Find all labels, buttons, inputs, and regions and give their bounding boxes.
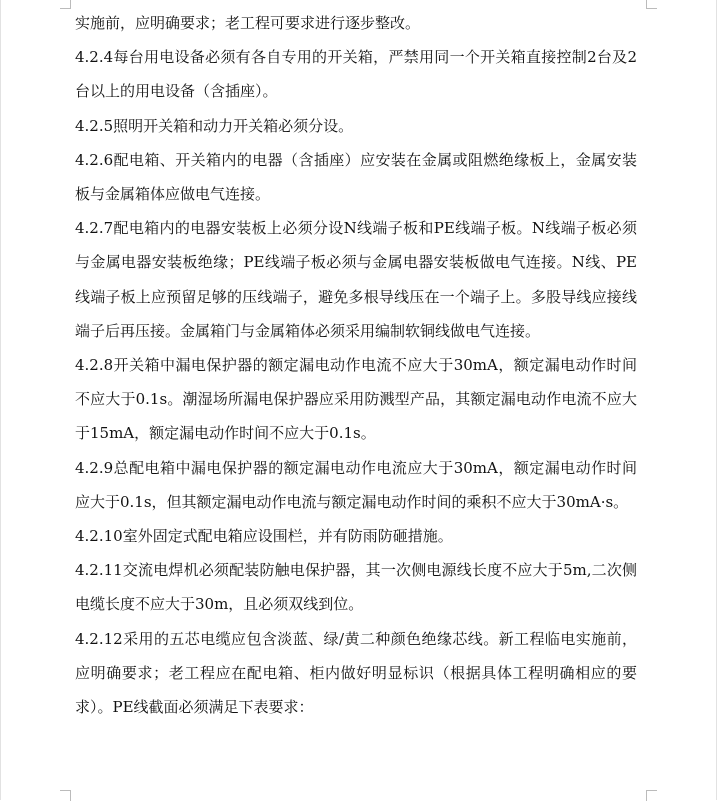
clause-4-2-12: 4.2.12采用的五芯电缆应包含淡蓝、绿/黄二种颜色绝缘芯线。新工程临电实施前，应明确要求；老工程应在配电箱、柜内做好明显标识（根据具体工程明确相应的要求）。PE线截面必须满足下表要求： xyxy=(75,629,637,717)
margin-mark-bottom-right xyxy=(646,790,657,801)
margin-mark-top-left xyxy=(60,0,71,9)
clause-4-2-8: 4.2.8开关箱中漏电保护器的额定漏电动作电流不应大于30mA，额定漏电动作时间不应大于0.1s。潮湿场所漏电保护器应采用防溅型产品，其额定漏电动作电流不应大于15mA，额定漏电动作时间不应大于0.1s。 xyxy=(75,356,637,443)
page-edge-left xyxy=(0,0,1,800)
clause-4-2-10: 4.2.10室外固定式配电箱应设围栏，并有防雨防砸措施。 xyxy=(75,527,453,546)
paragraph-continuation: 实施前，应明确要求；老工程可要求进行逐步整改。 xyxy=(75,14,421,32)
clause-4-2-6: 4.2.6配电箱、开关箱内的电器（含插座）应安装在金属或阻燃绝缘板上，金属安装板与金属箱体应做电气连接。 xyxy=(75,150,637,204)
clause-4-2-5: 4.2.5照明开关箱和动力开关箱必须分设。 xyxy=(75,116,354,135)
clause-4-2-11: 4.2.11交流电焊机必须配装防触电保护器，其一次侧电源线长度不应大于5m,二次侧电缆长度不应大于30m，且必须双线到位。 xyxy=(75,561,637,614)
clause-4-2-9: 4.2.9总配电箱中漏电保护器的额定漏电动作电流应大于30mA，额定漏电动作时间应大于0.1s，但其额定漏电动作电流与额定漏电动作时间的乘积不应大于30mA·s。 xyxy=(75,458,637,511)
margin-mark-top-right xyxy=(646,0,657,9)
clause-4-2-7: 4.2.7配电箱内的电器安装板上必须分设N线端子板和PE线端子板。N线端子板必须与金属电器安装板绝缘；PE线端子板必须与金属电器安装板做电气连接。N线、PE线端子板上应预留足够的压线端子，避免多根导线压在一个端子上。多股导线应接线端子后再压接。金属箱门与金属箱体必须采用编制软铜线做电气连接。 xyxy=(75,219,637,340)
clause-4-2-4: 4.2.4每台用电设备必须有各自专用的开关箱，严禁用同一个开关箱直接控制2台及2台以上的用电设备（含插座）。 xyxy=(75,48,637,101)
margin-mark-bottom-left xyxy=(60,790,71,801)
document-body xyxy=(75,6,637,724)
